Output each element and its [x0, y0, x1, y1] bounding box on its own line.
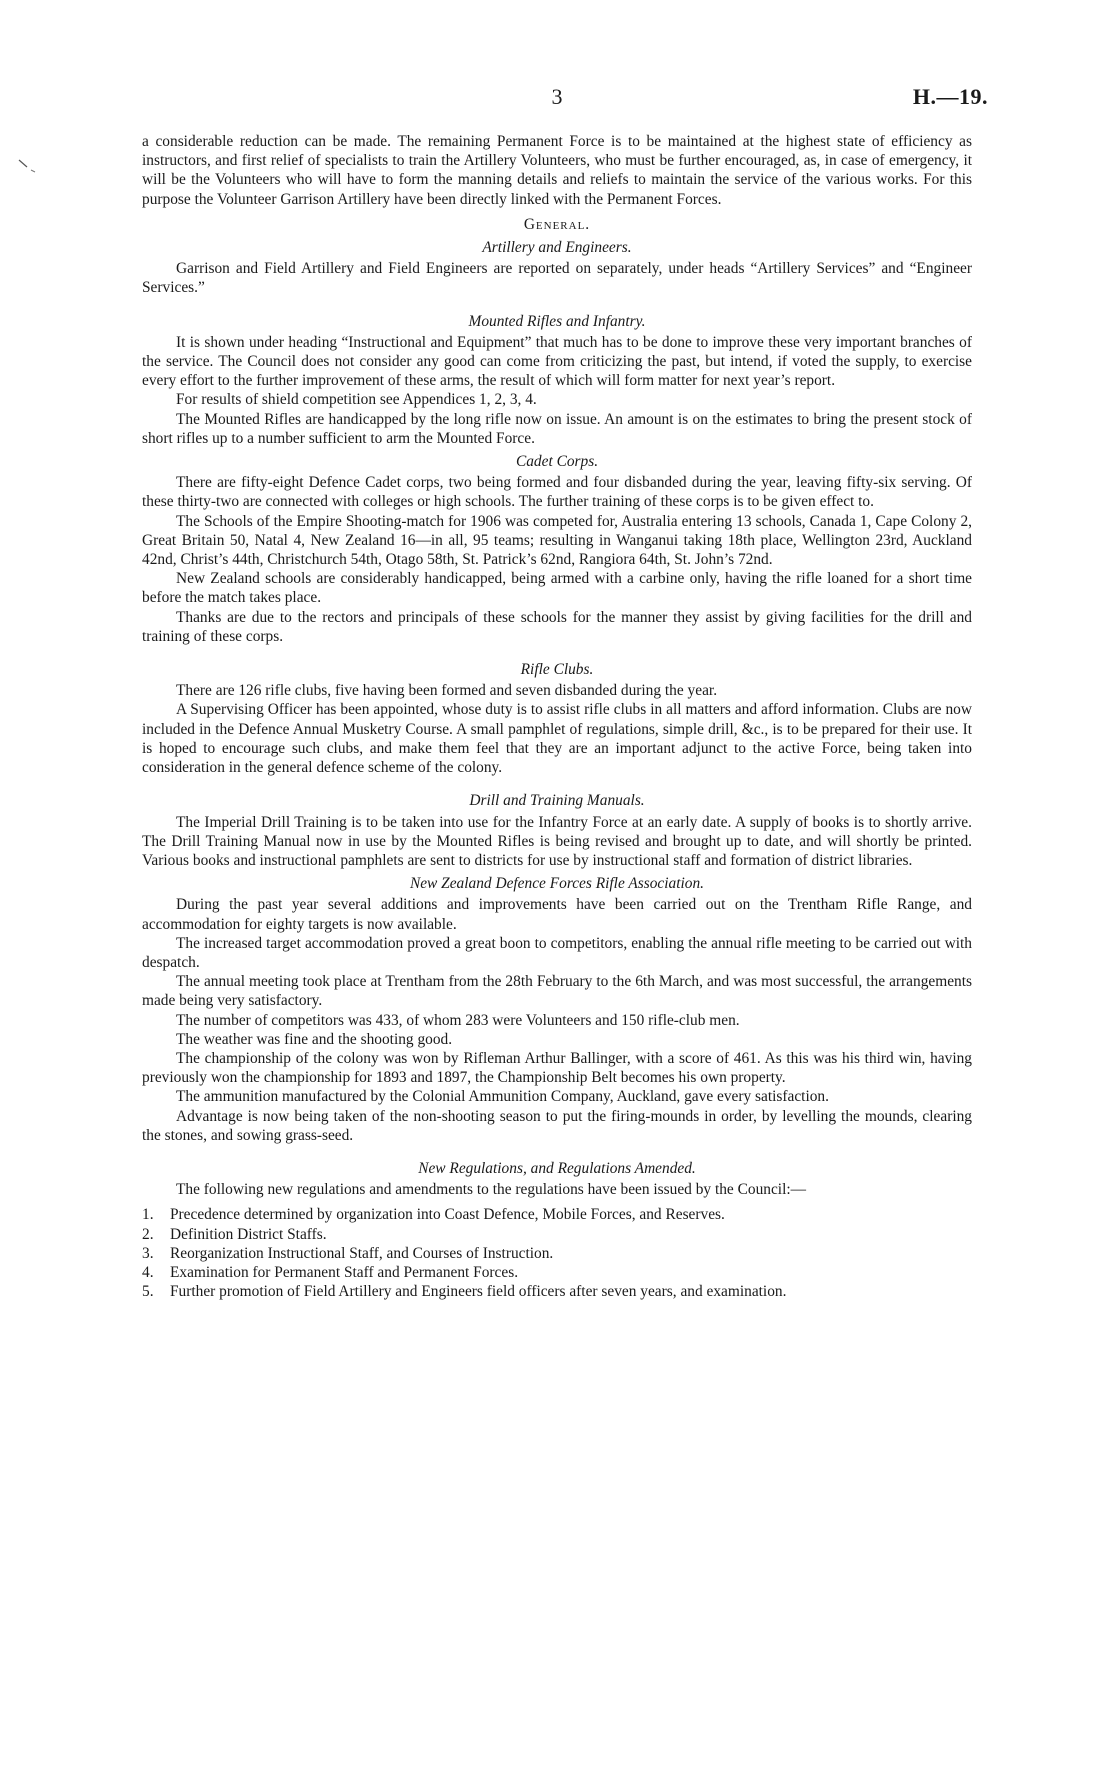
list-item-number: 5.	[142, 1283, 154, 1301]
paragraph: New Zealand schools are considerably handicapped, being armed with a carbine only, having the rifle loaned for a short time before the match takes place.	[142, 570, 972, 607]
subheading-rifle-clubs: Rifle Clubs.	[520, 661, 594, 679]
subheading-rifle-association: New Zealand Defence Forces Rifle Association.	[409, 875, 705, 893]
list-item-number: 1.	[142, 1206, 154, 1224]
subheading-drill-manuals: Drill and Training Manuals.	[469, 792, 645, 810]
list-item	[142, 1225, 972, 1244]
list-item-text: Reorganization Instructional Staff, and Courses of Instruction.	[170, 1244, 554, 1262]
paragraph: The ammunition manufactured by the Colonial Ammunition Company, Auckland, gave every satisfaction.	[176, 1088, 829, 1106]
subheading-mounted-rifles: Mounted Rifles and Infantry.	[468, 312, 646, 330]
regulations-list	[142, 1205, 972, 1301]
list-item-number: 4.	[142, 1263, 154, 1281]
paragraph: The following new regulations and amendments to the regulations have been issued by the Council:—	[176, 1181, 807, 1199]
paragraph: The Schools of the Empire Shooting-match for 1906 was competed for, Australia entering 13 schools, Canada 1, Cape Colony 2, Great Britain 50, Natal 4, New Zealand 16—in all, 95 teams; resulting in Wanganui taking 18th place, Wellington 23rd, Auckland 42nd, Christ’s 44th, Christchurch 54th, Otago 58th, St. Patrick’s 62nd, Rangiora 64th, St. John’s 72nd.	[142, 512, 972, 569]
margin-mark-icon	[18, 158, 40, 176]
list-item-text: Definition District Staffs.	[170, 1225, 327, 1243]
subheading-cadet-corps: Cadet Corps.	[515, 453, 599, 471]
paragraph: It is shown under heading “Instructional and Equipment” that much has to be done to improve these very important branches of the service. The Council does not consider any good can come from criticizing the past, but intend, if voted the supply, to exercise every effort to the further improvement of these arms, the result of which will form matter for next year’s report.	[142, 333, 972, 390]
page-number: 3	[551, 84, 563, 109]
paragraph: Advantage is now being taken of the non-shooting season to put the firing-mounds in order, by levelling the mounds, clearing the stones, and sowing grass-seed.	[142, 1107, 972, 1144]
list-item-text: Examination for Permanent Staff and Permanent Forces.	[170, 1263, 519, 1281]
subheading-regulations: New Regulations, and Regulations Amended.	[418, 1159, 696, 1177]
paragraph: The annual meeting took place at Trentham from the 28th February to the 6th March, and was most successful, the arrangements made being very satisfactory.	[142, 973, 972, 1010]
paragraph: For results of shield competition see Appendices 1, 2, 3, 4.	[176, 391, 537, 409]
paragraph: The weather was fine and the shooting good.	[176, 1030, 453, 1048]
subheading-artillery-engineers: Artillery and Engineers.	[482, 239, 632, 257]
paragraph: The championship of the colony was won by Rifleman Arthur Ballinger, with a score of 461. As this was his third win, having previously won the championship for 1893 and 1897, the Championship Belt becomes his own property.	[142, 1049, 972, 1087]
paragraph: The number of competitors was 433, of whom 283 were Volunteers and 150 rifle-club men.	[176, 1011, 740, 1029]
list-item-number: 2.	[142, 1225, 154, 1243]
paragraph: Garrison and Field Artillery and Field Engineers are reported on separately, under heads “Artillery Services” and “Engineer Services.”	[142, 260, 972, 297]
paragraph: The Imperial Drill Training is to be taken into use for the Infantry Force at an early date. A supply of books is to shortly arrive. The Drill Training Manual now in use by the Mounted Rifles is being revised and brought up to date, and will shortly be printed. Various books and instructional pamphlets are sent to districts for use by instructional staff and formation of district libraries.	[142, 813, 972, 869]
paragraph: During the past year several additions and improvements have been carried out on the Trentham Rifle Range, and accommodation for eighty targets is now available.	[142, 896, 972, 933]
paragraph: There are 126 rifle clubs, five having been formed and seven disbanded during the year.	[176, 682, 718, 700]
paragraph: A Supervising Officer has been appointed, whose duty is to assist rifle clubs in all matters and afford information. Clubs are now included in the Defence Annual Musketry Course. A small pamphlet of regulations, simple drill, &c., is to be prepared for their use. It is hoped to encourage such clubs, and make them feel that they are an important adjunct to the active Force, being taken into consideration in the general defence scheme of the colony.	[142, 701, 972, 777]
list-item	[142, 1263, 972, 1282]
paragraph: There are fifty-eight Defence Cadet corps, two being formed and four disbanded during the year, leaving fifty-six serving. Of these thirty-two are connected with colleges or high schools. The further training of these corps is to be given effect to.	[142, 474, 972, 511]
document-code: H.—19.	[912, 84, 988, 109]
paragraph: The increased target accommodation proved a great boon to competitors, enabling the annual rifle meeting to be carried out with despatch.	[142, 934, 972, 971]
list-item-text: Further promotion of Field Artillery and Engineers field officers after seven years, and examination.	[170, 1283, 787, 1301]
page-header	[0, 84, 1114, 114]
section-heading-general: General.	[523, 215, 591, 233]
paragraph: The Mounted Rifles are handicapped by the long rifle now on issue. An amount is on the estimates to bring the present stock of short rifles up to a number sufficient to arm the Mounted Force.	[142, 410, 972, 447]
list-item-number: 3.	[142, 1244, 154, 1262]
list-item	[142, 1244, 972, 1263]
list-item	[142, 1282, 972, 1301]
intro-paragraph: a considerable reduction can be made. The remaining Permanent Force is to be maintained at the highest state of efficiency as instructors, and first relief of specialists to train the Artillery Volunteers, who must be further encouraged, as, in case of emergency, it will be the Volunteers who will have to form the manning details and reliefs to maintain the service of the various works. For this purpose the Volunteer Garrison Artillery have been directly linked with the Permanent Forces.	[142, 133, 972, 208]
list-item	[142, 1205, 972, 1224]
paragraph: Thanks are due to the rectors and principals of these schools for the manner they assist by giving facilities for the drill and training of these corps.	[142, 608, 972, 645]
document-body	[142, 132, 972, 1301]
list-item-text: Precedence determined by organization into Coast Defence, Mobile Forces, and Reserves.	[170, 1206, 725, 1224]
